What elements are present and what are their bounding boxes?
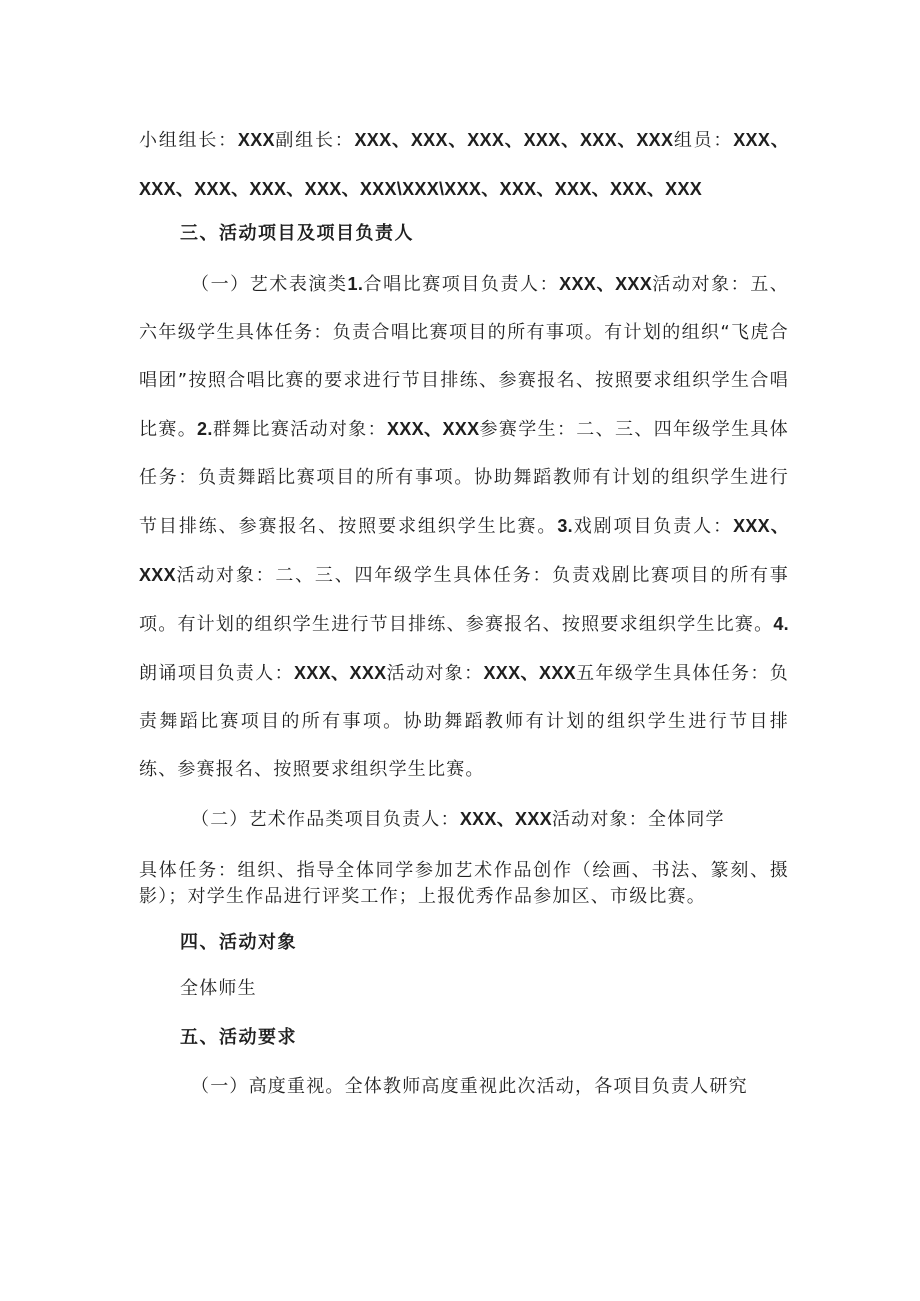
art-works-tasks-paragraph: 具体任务：组织、指导全体同学参加艺术作品创作（绘画、书法、篆刻、摄影）；对学生作品进行评奖工作；上报优秀作品参加区、市级比赛。 [139,860,789,907]
section-heading-3: 三、活动项目及项目负责人 [180,223,414,244]
activity-target-paragraph: 全体师生 [180,978,257,999]
section-heading-4: 四、活动对象 [180,932,297,953]
team-members-paragraph: 小组组长：XXX副组长：XXX、XXX、XXX、XXX、XXX、XXX组员：XXX、XXX、XXX、XXX、XXX、XXX\XXX\XXX、XXX、XXX、XXX、XXX [139,130,789,199]
section-heading-5: 五、活动要求 [180,1027,297,1048]
art-works-paragraph: （二）艺术作品类项目负责人：XXX、XXX活动对象：全体同学 [191,809,725,830]
requirement-1-paragraph: （一）高度重视。全体教师高度重视此次活动，各项目负责人研究 [191,1076,748,1097]
art-performance-paragraph: （一）艺术表演类1.合唱比赛项目负责人：XXX、XXX活动对象：五、六年级学生具体任务：负责合唱比赛项目的所有事项。有计划的组织“飞虎合唱团”按照合唱比赛的要求进行节目排练、参赛报名、按照要求组织学生合唱比赛。2.群舞比赛活动对象：XXX、XXX参赛学生：二、三、四年级学生具体任务：负责舞蹈比赛项目的所有事项。协助舞蹈教师有计划的组织学生进行节目排练、参赛报名、按照要求组织学生比赛。3.戏剧项目负责人：XXX、XXX活动对象：二、三、四年级学生具体任务：负责戏剧比赛项目的所有事项。有计划的组织学生进行节目排练、参赛报名、按照要求组织学生比赛。4.朗诵项目负责人：XXX、XXX活动对象：XXX、XXX五年级学生具体任务：负责舞蹈比赛项目的所有事项。协助舞蹈教师有计划的组织学生进行节目排练、参赛报名、按照要求组织学生比赛。 [139,274,790,780]
